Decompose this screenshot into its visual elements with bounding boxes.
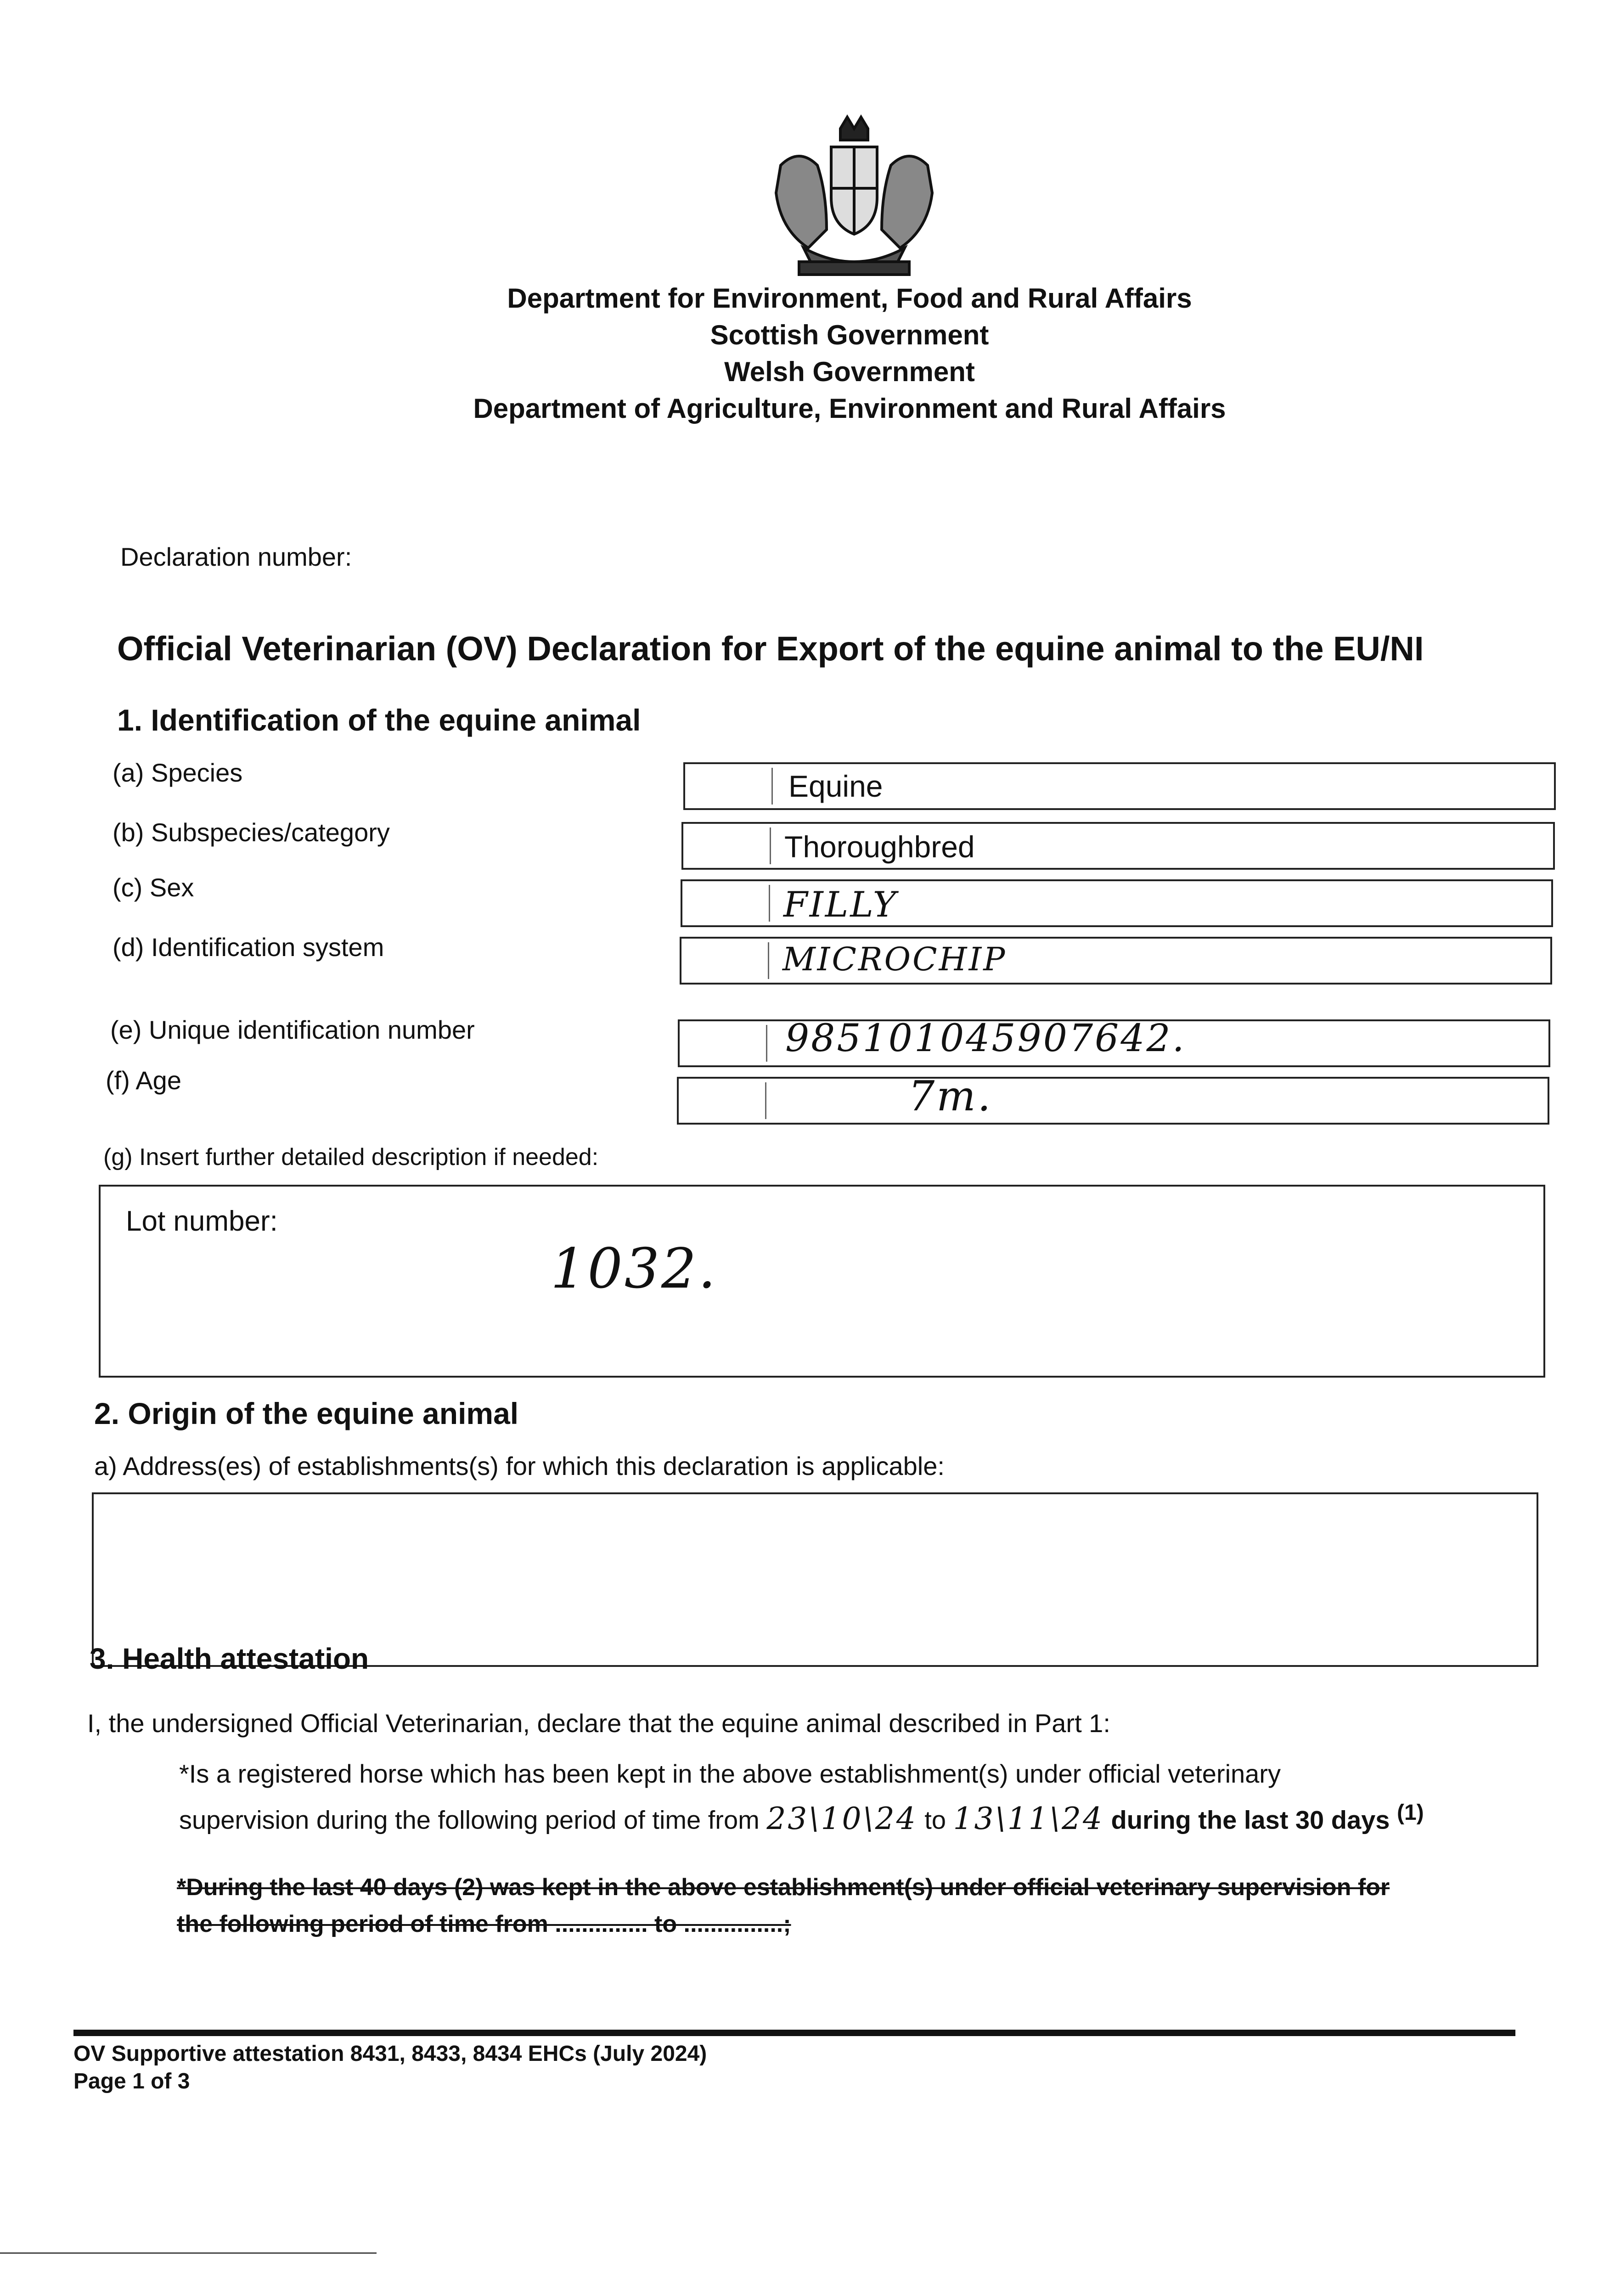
section2-heading: 2. Origin of the equine animal [94, 1396, 519, 1430]
bottom-scan-line [0, 2252, 377, 2254]
clause1-text-a: supervision during the following period of time from [179, 1805, 760, 1835]
further-description-label: (g) Insert further detailed description if needed: [103, 1144, 599, 1171]
identification-system-label: (d) Identification system [113, 933, 384, 962]
lot-number-label: Lot number: [126, 1205, 278, 1237]
clause2-line2: the following period of time from .............. to ...............; [177, 1911, 791, 1937]
page-title: Official Veterinarian (OV) Declaration for Export of the equine animal to the EU/NI [117, 630, 1424, 668]
department-welsh-government: Welsh Government [724, 356, 975, 387]
age-field[interactable] [677, 1072, 1549, 1125]
lot-number-value: 1032. [551, 1237, 718, 1301]
species-field[interactable] [683, 762, 1556, 810]
department-daera: Department of Agriculture, Environment and Rural Affairs [473, 393, 1226, 424]
clause2-line1: *During the last 40 days (2) was kept in the above establishment(s) under official veterinary supervision for [177, 1874, 1390, 1901]
address-box[interactable] [92, 1492, 1538, 1667]
sex-label: (c) Sex [113, 873, 194, 902]
species-label: (a) Species [113, 758, 243, 787]
footer-attestation-line: OV Supportive attestation 8431, 8433, 8434 EHCs (July 2024) [73, 2042, 707, 2066]
unique-id-value: 985101045907642. [785, 1017, 1186, 1060]
department-defra: Department for Environment, Food and Rural Affairs [507, 283, 1192, 314]
species-value: Equine [788, 769, 883, 803]
footnote-ref-1: (1) [1396, 1801, 1424, 1825]
further-description-box[interactable] [99, 1185, 1545, 1378]
identification-system-field[interactable] [680, 937, 1552, 985]
department-scottish-government: Scottish Government [710, 320, 989, 350]
sex-field[interactable] [681, 879, 1553, 927]
subspecies-value: Thoroughbred [784, 830, 975, 864]
clause1-line1: *Is a registered horse which has been kept in the above establishment(s) under official veterinary [179, 1759, 1281, 1788]
section1-heading: 1. Identification of the equine animal [117, 703, 641, 737]
section3-heading: 3. Health attestation [90, 1642, 369, 1675]
identification-system-value: MICROCHIP [782, 940, 1007, 978]
footer-page-number: Page 1 of 3 [73, 2069, 190, 2093]
age-label: (f) Age [106, 1066, 181, 1095]
unique-id-label: (e) Unique identification number [110, 1015, 475, 1044]
royal-coat-of-arms-logo [753, 110, 955, 280]
age-value: 7m. [908, 1072, 993, 1120]
unique-id-field[interactable] [678, 1019, 1550, 1067]
footer-divider [73, 2030, 1515, 2036]
sex-value: FILLY [783, 884, 898, 925]
clause1-line2 [179, 1800, 1424, 1836]
declaration-number-label: Declaration number: [120, 542, 352, 571]
address-label: a) Address(es) of establishments(s) for which this declaration is applicable: [94, 1452, 945, 1480]
date-from-value: 23\10\24 [766, 1801, 918, 1836]
clause1-text-b: during the last 30 days [1111, 1805, 1390, 1835]
to-word: to [924, 1805, 946, 1835]
subspecies-label: (b) Subspecies/category [113, 818, 390, 847]
date-to-value: 13\11\24 [953, 1801, 1104, 1836]
health-attestation-intro: I, the undersigned Official Veterinarian, declare that the equine animal described in Part 1: [87, 1709, 1110, 1738]
subspecies-field[interactable] [681, 822, 1555, 870]
